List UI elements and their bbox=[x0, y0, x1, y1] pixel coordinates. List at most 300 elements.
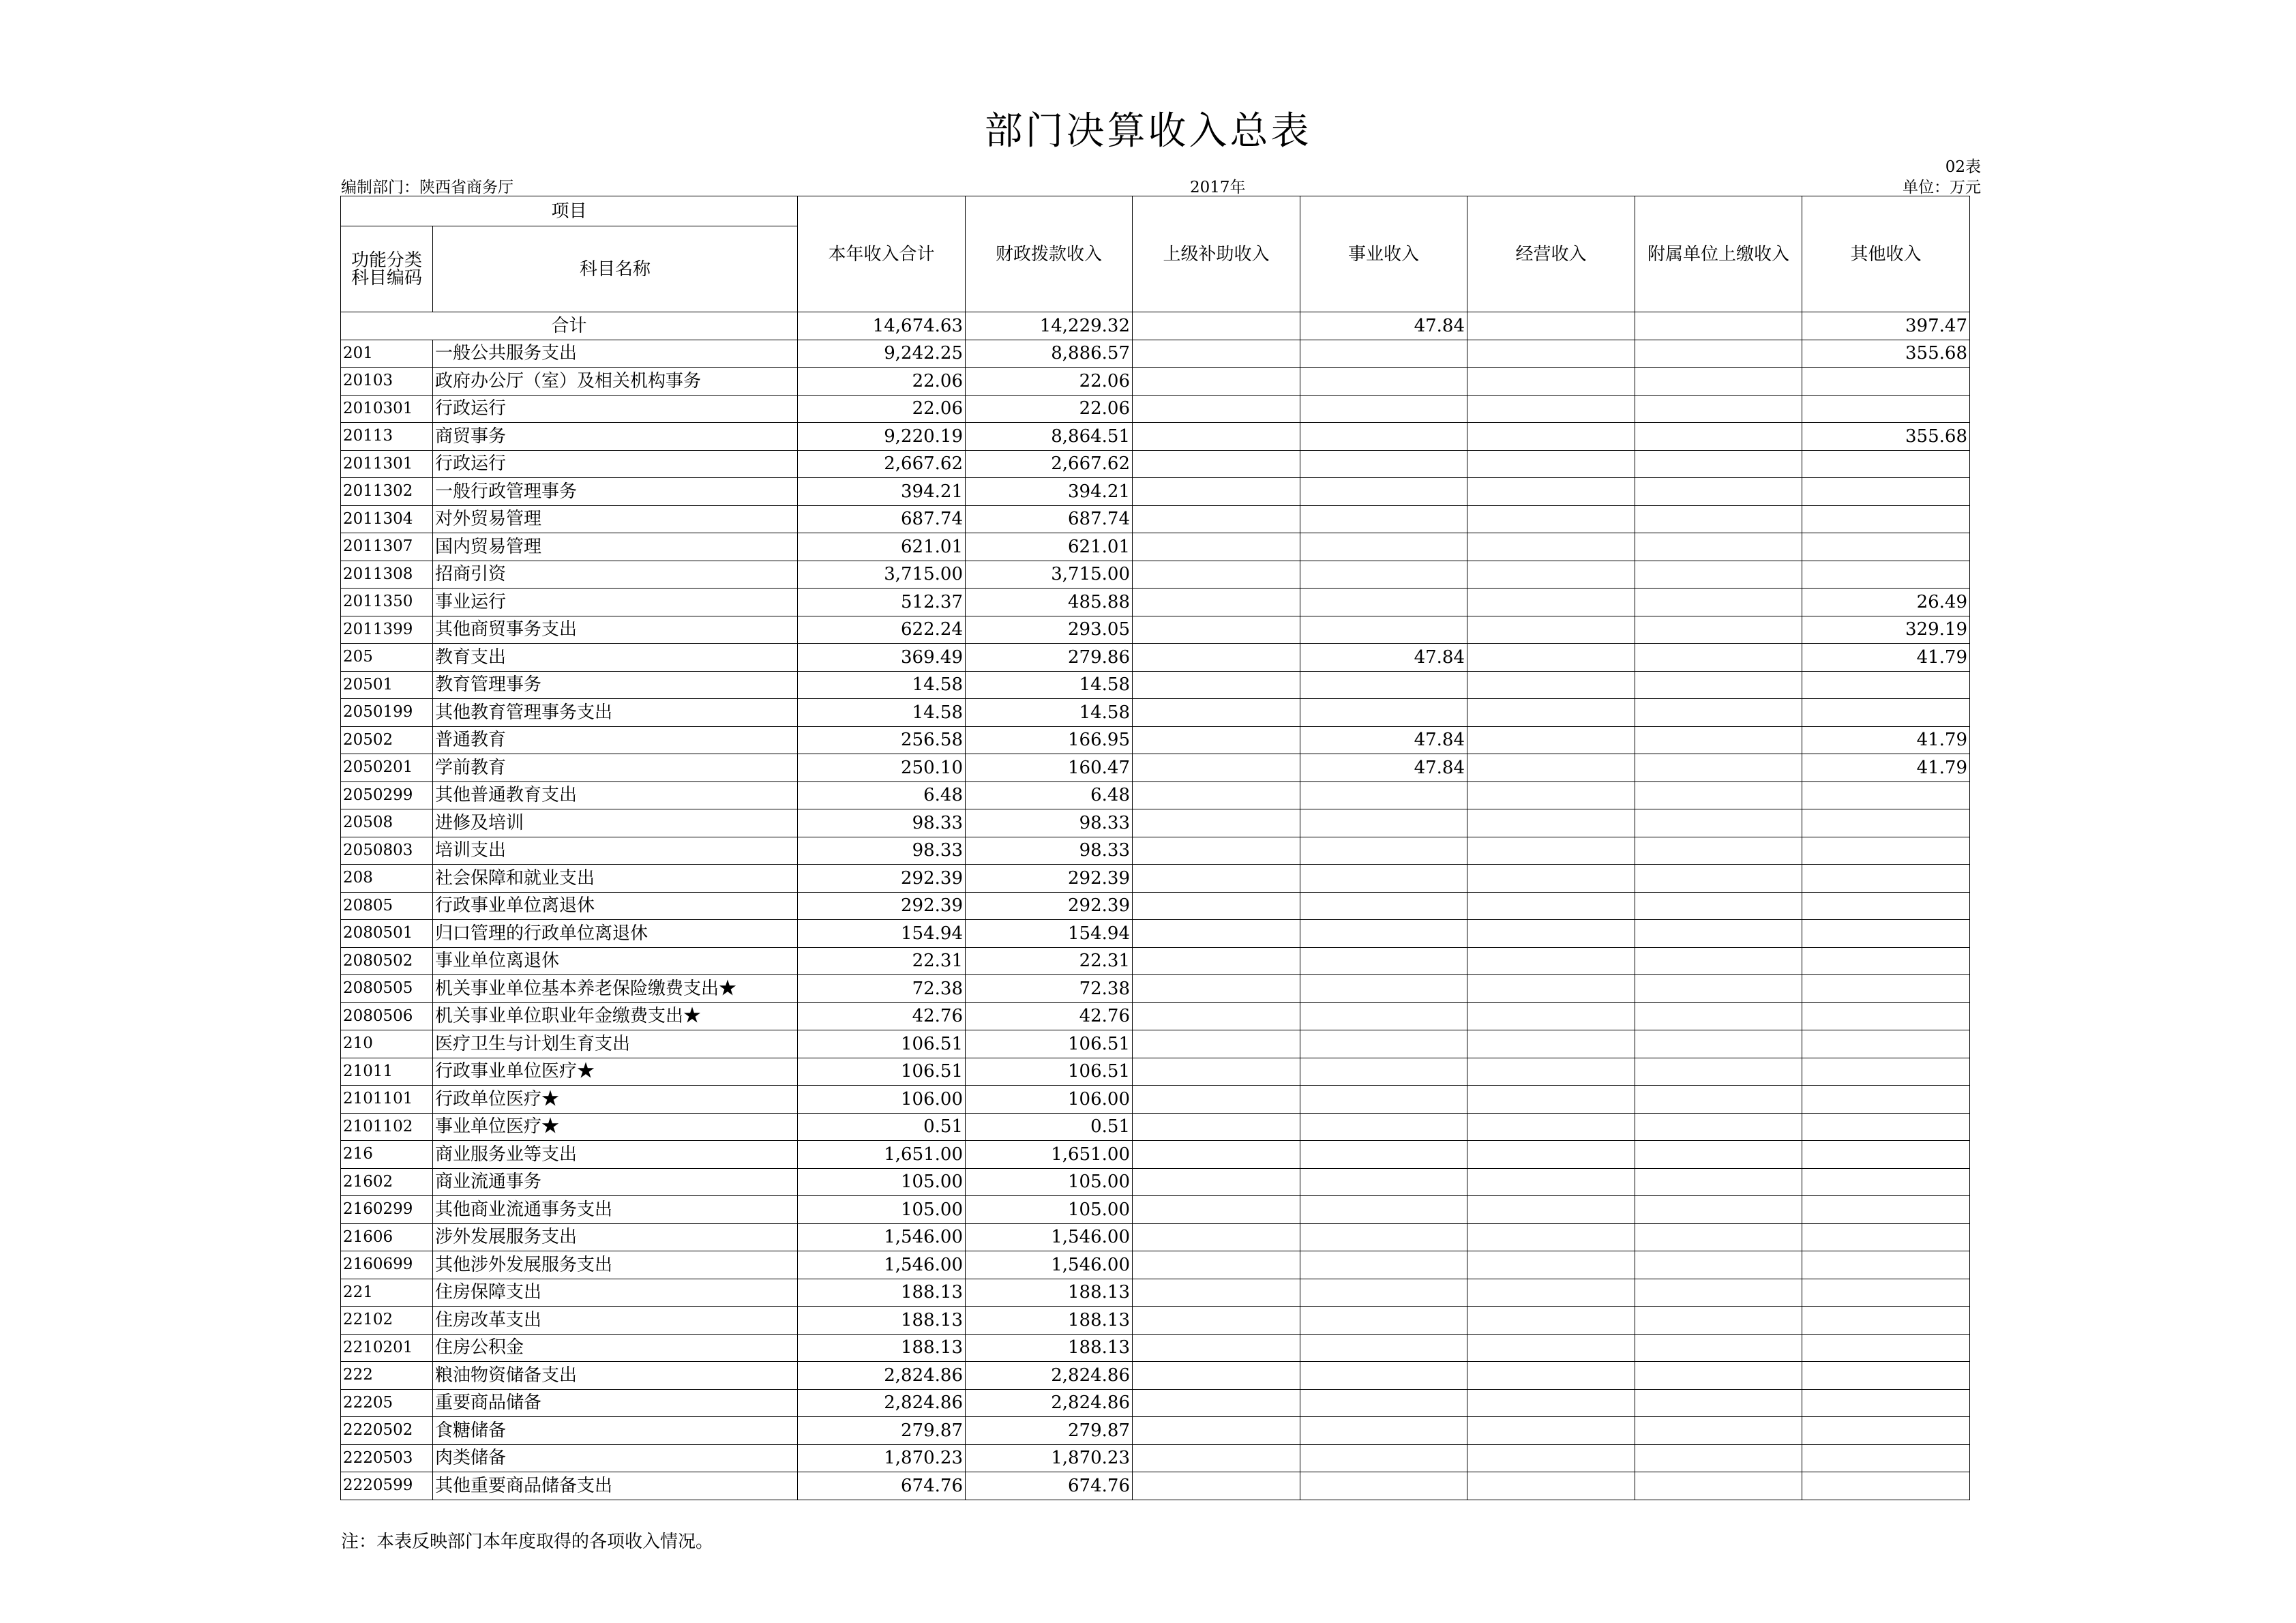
table-row bbox=[341, 975, 1970, 1003]
table-row bbox=[341, 1223, 1970, 1251]
affiliated-cell bbox=[1635, 1086, 1802, 1114]
code-cell: 21011 bbox=[341, 1058, 433, 1086]
superior-cell bbox=[1133, 1002, 1300, 1030]
report-title: 部门决算收入总表 bbox=[984, 109, 1312, 153]
affiliated-cell bbox=[1635, 726, 1802, 754]
superior-cell bbox=[1133, 837, 1300, 865]
code-cell: 20805 bbox=[341, 892, 433, 920]
business-cell bbox=[1300, 1058, 1467, 1086]
affiliated-cell bbox=[1635, 947, 1802, 975]
fiscal-cell: 14.58 bbox=[966, 671, 1133, 699]
code-cell: 2101101 bbox=[341, 1086, 433, 1114]
business-cell bbox=[1300, 561, 1467, 589]
affiliated-cell bbox=[1635, 423, 1802, 451]
operating-cell bbox=[1467, 1196, 1635, 1224]
table-row bbox=[341, 1002, 1970, 1030]
operating-cell bbox=[1467, 920, 1635, 948]
other-cell bbox=[1802, 920, 1970, 948]
operating-cell bbox=[1467, 505, 1635, 533]
subject-name-cell: 普通教育 bbox=[433, 726, 798, 754]
superior-cell bbox=[1133, 478, 1300, 506]
fiscal-cell: 3,715.00 bbox=[966, 561, 1133, 589]
other-cell bbox=[1802, 837, 1970, 865]
subject-name-cell: 住房保障支出 bbox=[433, 1279, 798, 1307]
table-row bbox=[341, 1196, 1970, 1224]
subject-name-cell: 其他商业流通事务支出 bbox=[433, 1196, 798, 1224]
superior-cell bbox=[1133, 699, 1300, 727]
operating-cell bbox=[1467, 1389, 1635, 1417]
code-cell: 221 bbox=[341, 1279, 433, 1307]
fiscal-cell: 98.33 bbox=[966, 809, 1133, 837]
business-cell bbox=[1300, 505, 1467, 533]
operating-cell bbox=[1467, 1251, 1635, 1279]
header-operating: 经营收入 bbox=[1467, 196, 1635, 312]
subject-name-cell: 培训支出 bbox=[433, 837, 798, 865]
other-cell bbox=[1802, 1196, 1970, 1224]
superior-cell bbox=[1133, 892, 1300, 920]
superior-cell bbox=[1133, 1141, 1300, 1169]
affiliated-cell bbox=[1635, 561, 1802, 589]
affiliated-cell bbox=[1635, 1030, 1802, 1058]
subject-name-cell: 住房改革支出 bbox=[433, 1307, 798, 1335]
total-cell: 188.13 bbox=[798, 1279, 966, 1307]
other-cell bbox=[1802, 1279, 1970, 1307]
other-cell bbox=[1802, 450, 1970, 478]
other-cell bbox=[1802, 865, 1970, 893]
affiliated-cell bbox=[1635, 450, 1802, 478]
code-cell: 2011304 bbox=[341, 505, 433, 533]
affiliated-cell bbox=[1635, 1058, 1802, 1086]
operating-cell bbox=[1467, 1113, 1635, 1141]
code-cell: 2011307 bbox=[341, 533, 433, 561]
subject-name-cell: 学前教育 bbox=[433, 754, 798, 782]
superior-cell bbox=[1133, 368, 1300, 396]
affiliated-cell bbox=[1635, 1223, 1802, 1251]
affiliated-cell bbox=[1635, 865, 1802, 893]
fiscal-cell: 6.48 bbox=[966, 781, 1133, 809]
business-cell bbox=[1300, 699, 1467, 727]
business-cell bbox=[1300, 671, 1467, 699]
other-cell bbox=[1802, 1058, 1970, 1086]
other-cell bbox=[1802, 1417, 1970, 1445]
other-cell: 41.79 bbox=[1802, 726, 1970, 754]
fiscal-cell: 14.58 bbox=[966, 699, 1133, 727]
affiliated-cell bbox=[1635, 644, 1802, 672]
operating-cell bbox=[1467, 340, 1635, 368]
affiliated-cell bbox=[1635, 754, 1802, 782]
affiliated-cell bbox=[1635, 505, 1802, 533]
affiliated-cell bbox=[1635, 340, 1802, 368]
affiliated-cell bbox=[1635, 920, 1802, 948]
fiscal-cell: 279.86 bbox=[966, 644, 1133, 672]
fiscal-cell: 2,667.62 bbox=[966, 450, 1133, 478]
other-cell bbox=[1802, 1168, 1970, 1196]
code-cell: 2080502 bbox=[341, 947, 433, 975]
other-cell bbox=[1802, 1086, 1970, 1114]
table-row bbox=[341, 368, 1970, 396]
affiliated-cell bbox=[1635, 1417, 1802, 1445]
subject-name-cell: 住房公积金 bbox=[433, 1334, 798, 1362]
code-cell: 2080501 bbox=[341, 920, 433, 948]
code-cell: 21602 bbox=[341, 1168, 433, 1196]
operating-cell bbox=[1467, 837, 1635, 865]
table-row bbox=[341, 809, 1970, 837]
affiliated-cell bbox=[1635, 671, 1802, 699]
operating-cell bbox=[1467, 1141, 1635, 1169]
affiliated-cell bbox=[1635, 616, 1802, 644]
other-cell bbox=[1802, 1472, 1970, 1500]
affiliated-cell bbox=[1635, 533, 1802, 561]
table-row bbox=[341, 1472, 1970, 1500]
other-cell bbox=[1802, 368, 1970, 396]
operating-cell bbox=[1467, 423, 1635, 451]
table-row bbox=[341, 1389, 1970, 1417]
other-cell: 26.49 bbox=[1802, 589, 1970, 616]
fiscal-cell: 279.87 bbox=[966, 1417, 1133, 1445]
operating-cell bbox=[1467, 450, 1635, 478]
superior-cell bbox=[1133, 644, 1300, 672]
total-cell: 622.24 bbox=[798, 616, 966, 644]
total-cell: 105.00 bbox=[798, 1168, 966, 1196]
table-row bbox=[341, 561, 1970, 589]
code-cell: 2011301 bbox=[341, 450, 433, 478]
table-row bbox=[341, 1444, 1970, 1472]
subject-name-cell: 事业单位医疗★ bbox=[433, 1113, 798, 1141]
code-cell: 2160299 bbox=[341, 1196, 433, 1224]
fiscal-cell: 674.76 bbox=[966, 1472, 1133, 1500]
superior-cell bbox=[1133, 340, 1300, 368]
subject-name-cell: 事业运行 bbox=[433, 589, 798, 616]
affiliated-cell bbox=[1635, 975, 1802, 1003]
other-cell bbox=[1802, 505, 1970, 533]
fiscal-cell: 160.47 bbox=[966, 754, 1133, 782]
subject-name-cell: 粮油物资储备支出 bbox=[433, 1362, 798, 1390]
superior-cell bbox=[1133, 1444, 1300, 1472]
total-cell: 188.13 bbox=[798, 1334, 966, 1362]
fiscal-cell: 98.33 bbox=[966, 837, 1133, 865]
table-row bbox=[341, 1279, 1970, 1307]
business-cell bbox=[1300, 616, 1467, 644]
affiliated-cell bbox=[1635, 395, 1802, 423]
code-cell: 2010301 bbox=[341, 395, 433, 423]
fiscal-cell: 1,870.23 bbox=[966, 1444, 1133, 1472]
business-cell bbox=[1300, 892, 1467, 920]
total-cell: 394.21 bbox=[798, 478, 966, 506]
subject-name-cell: 行政事业单位医疗★ bbox=[433, 1058, 798, 1086]
code-cell: 216 bbox=[341, 1141, 433, 1169]
superior-cell bbox=[1133, 1389, 1300, 1417]
table-row bbox=[341, 947, 1970, 975]
header-total: 本年收入合计 bbox=[798, 196, 966, 312]
business-cell bbox=[1300, 781, 1467, 809]
total-cell: 674.76 bbox=[798, 1472, 966, 1500]
table-row bbox=[341, 644, 1970, 672]
total-cell: 154.94 bbox=[798, 920, 966, 948]
report-year: 2017年 bbox=[1190, 179, 1246, 196]
table-row bbox=[341, 1141, 1970, 1169]
code-cell: 2080505 bbox=[341, 975, 433, 1003]
table-row bbox=[341, 1307, 1970, 1335]
superior-cell bbox=[1133, 947, 1300, 975]
business-cell bbox=[1300, 1307, 1467, 1335]
business-cell bbox=[1300, 1141, 1467, 1169]
subject-name-cell: 行政单位医疗★ bbox=[433, 1086, 798, 1114]
subject-name-cell: 行政运行 bbox=[433, 395, 798, 423]
total-cell: 14.58 bbox=[798, 699, 966, 727]
affiliated-cell bbox=[1635, 699, 1802, 727]
operating-cell bbox=[1467, 368, 1635, 396]
code-cell: 2011399 bbox=[341, 616, 433, 644]
superior-cell bbox=[1133, 1058, 1300, 1086]
code-cell: 20508 bbox=[341, 809, 433, 837]
code-cell: 2080506 bbox=[341, 1002, 433, 1030]
affiliated-cell bbox=[1635, 1334, 1802, 1362]
operating-cell bbox=[1467, 1223, 1635, 1251]
fiscal-cell: 106.00 bbox=[966, 1086, 1133, 1114]
business-cell: 47.84 bbox=[1300, 754, 1467, 782]
operating-cell bbox=[1467, 644, 1635, 672]
subject-name-cell: 其他普通教育支出 bbox=[433, 781, 798, 809]
code-cell: 2011350 bbox=[341, 589, 433, 616]
operating-cell bbox=[1467, 1168, 1635, 1196]
code-cell: 2050803 bbox=[341, 837, 433, 865]
subject-name-cell: 社会保障和就业支出 bbox=[433, 865, 798, 893]
affiliated-cell bbox=[1635, 1141, 1802, 1169]
header-affiliated: 附属单位上缴收入 bbox=[1635, 196, 1802, 312]
superior-cell bbox=[1133, 809, 1300, 837]
operating-cell bbox=[1467, 975, 1635, 1003]
fiscal-cell: 2,824.86 bbox=[966, 1362, 1133, 1390]
superior-cell bbox=[1133, 1279, 1300, 1307]
code-cell: 2220503 bbox=[341, 1444, 433, 1472]
other-cell bbox=[1802, 1002, 1970, 1030]
other-cell bbox=[1802, 1251, 1970, 1279]
operating-cell bbox=[1467, 809, 1635, 837]
superior-cell bbox=[1133, 505, 1300, 533]
total-cell: 369.49 bbox=[798, 644, 966, 672]
business-cell bbox=[1300, 1223, 1467, 1251]
total-cell: 292.39 bbox=[798, 892, 966, 920]
code-cell: 201 bbox=[341, 340, 433, 368]
code-cell: 210 bbox=[341, 1030, 433, 1058]
total-cell: 72.38 bbox=[798, 975, 966, 1003]
subject-name-cell: 其他涉外发展服务支出 bbox=[433, 1251, 798, 1279]
affiliated-cell bbox=[1635, 1251, 1802, 1279]
fiscal-cell: 22.06 bbox=[966, 368, 1133, 396]
table-row bbox=[341, 1362, 1970, 1390]
table-row bbox=[341, 837, 1970, 865]
total-cell: 9,220.19 bbox=[798, 423, 966, 451]
other-cell: 355.68 bbox=[1802, 423, 1970, 451]
total-cell: 256.58 bbox=[798, 726, 966, 754]
business-cell bbox=[1300, 809, 1467, 837]
table-row bbox=[341, 1086, 1970, 1114]
fiscal-cell: 1,651.00 bbox=[966, 1141, 1133, 1169]
business-cell bbox=[1300, 589, 1467, 616]
affiliated-cell bbox=[1635, 1168, 1802, 1196]
table-row bbox=[341, 423, 1970, 451]
other-cell bbox=[1802, 1030, 1970, 1058]
operating-cell bbox=[1467, 561, 1635, 589]
business-cell bbox=[1300, 975, 1467, 1003]
operating-cell bbox=[1467, 1362, 1635, 1390]
subject-name-cell: 肉类储备 bbox=[433, 1444, 798, 1472]
code-cell: 2011308 bbox=[341, 561, 433, 589]
other-cell bbox=[1802, 395, 1970, 423]
business-cell bbox=[1300, 450, 1467, 478]
business-cell: 47.84 bbox=[1300, 726, 1467, 754]
subject-name-cell: 其他商贸事务支出 bbox=[433, 616, 798, 644]
affiliated-cell bbox=[1635, 589, 1802, 616]
operating-cell bbox=[1467, 726, 1635, 754]
superior-cell bbox=[1133, 781, 1300, 809]
subject-name-cell: 商贸事务 bbox=[433, 423, 798, 451]
business-cell bbox=[1300, 865, 1467, 893]
business-cell bbox=[1300, 368, 1467, 396]
header-name: 科目名称 bbox=[433, 226, 798, 312]
total-cell: 621.01 bbox=[798, 533, 966, 561]
code-cell: 2050299 bbox=[341, 781, 433, 809]
fiscal-cell: 485.88 bbox=[966, 589, 1133, 616]
business-cell bbox=[1300, 1417, 1467, 1445]
total-cell: 22.31 bbox=[798, 947, 966, 975]
affiliated-cell bbox=[1635, 312, 1802, 340]
table-row bbox=[341, 1168, 1970, 1196]
superior-cell bbox=[1133, 561, 1300, 589]
affiliated-cell bbox=[1635, 1362, 1802, 1390]
income-summary-table bbox=[340, 196, 1970, 1500]
superior-cell bbox=[1133, 671, 1300, 699]
code-cell: 2050201 bbox=[341, 754, 433, 782]
subject-name-cell: 一般行政管理事务 bbox=[433, 478, 798, 506]
operating-cell bbox=[1467, 1058, 1635, 1086]
table-row bbox=[341, 920, 1970, 948]
total-cell: 42.76 bbox=[798, 1002, 966, 1030]
subject-name-cell: 教育管理事务 bbox=[433, 671, 798, 699]
table-row bbox=[341, 450, 1970, 478]
form-number: 02表 bbox=[1945, 158, 1981, 176]
unit-label: 单位：万元 bbox=[1903, 179, 1981, 196]
superior-cell bbox=[1133, 589, 1300, 616]
total-cell: 6.48 bbox=[798, 781, 966, 809]
fiscal-cell: 8,886.57 bbox=[966, 340, 1133, 368]
total-cell: 14,674.63 bbox=[798, 312, 966, 340]
other-cell bbox=[1802, 1113, 1970, 1141]
table-row bbox=[341, 865, 1970, 893]
subject-name-cell: 医疗卫生与计划生育支出 bbox=[433, 1030, 798, 1058]
department-label: 编制部门：陕西省商务厅 bbox=[341, 179, 513, 196]
total-cell: 106.00 bbox=[798, 1086, 966, 1114]
superior-cell bbox=[1133, 616, 1300, 644]
superior-cell bbox=[1133, 450, 1300, 478]
operating-cell bbox=[1467, 1417, 1635, 1445]
code-cell: 21606 bbox=[341, 1223, 433, 1251]
operating-cell bbox=[1467, 947, 1635, 975]
fiscal-cell: 14,229.32 bbox=[966, 312, 1133, 340]
table-row bbox=[341, 340, 1970, 368]
subject-name-cell: 机关事业单位基本养老保险缴费支出★ bbox=[433, 975, 798, 1003]
subject-name-cell: 涉外发展服务支出 bbox=[433, 1223, 798, 1251]
code-cell: 20501 bbox=[341, 671, 433, 699]
code-cell: 205 bbox=[341, 644, 433, 672]
affiliated-cell bbox=[1635, 1113, 1802, 1141]
superior-cell bbox=[1133, 1223, 1300, 1251]
table-row bbox=[341, 754, 1970, 782]
business-cell bbox=[1300, 1086, 1467, 1114]
total-cell: 22.06 bbox=[798, 368, 966, 396]
subject-name-cell: 其他教育管理事务支出 bbox=[433, 699, 798, 727]
subject-name-cell: 教育支出 bbox=[433, 644, 798, 672]
table-row bbox=[341, 533, 1970, 561]
total-cell: 687.74 bbox=[798, 505, 966, 533]
code-cell: 2210201 bbox=[341, 1334, 433, 1362]
total-cell: 0.51 bbox=[798, 1113, 966, 1141]
fiscal-cell: 72.38 bbox=[966, 975, 1133, 1003]
table-row bbox=[341, 589, 1970, 616]
table-row bbox=[341, 1251, 1970, 1279]
subject-name-cell: 归口管理的行政单位离退休 bbox=[433, 920, 798, 948]
other-cell bbox=[1802, 947, 1970, 975]
total-cell: 106.51 bbox=[798, 1030, 966, 1058]
operating-cell bbox=[1467, 1472, 1635, 1500]
code-cell: 22102 bbox=[341, 1307, 433, 1335]
table-row bbox=[341, 505, 1970, 533]
business-cell bbox=[1300, 1002, 1467, 1030]
superior-cell bbox=[1133, 533, 1300, 561]
operating-cell bbox=[1467, 1444, 1635, 1472]
header-code: 功能分类科目编码 bbox=[341, 226, 433, 312]
fiscal-cell: 0.51 bbox=[966, 1113, 1133, 1141]
superior-cell bbox=[1133, 865, 1300, 893]
fiscal-cell: 1,546.00 bbox=[966, 1223, 1133, 1251]
affiliated-cell bbox=[1635, 1279, 1802, 1307]
other-cell bbox=[1802, 892, 1970, 920]
operating-cell bbox=[1467, 1334, 1635, 1362]
affiliated-cell bbox=[1635, 1389, 1802, 1417]
business-cell bbox=[1300, 340, 1467, 368]
other-cell: 41.79 bbox=[1802, 754, 1970, 782]
fiscal-cell: 8,864.51 bbox=[966, 423, 1133, 451]
code-cell: 20103 bbox=[341, 368, 433, 396]
operating-cell bbox=[1467, 754, 1635, 782]
business-cell bbox=[1300, 1168, 1467, 1196]
operating-cell bbox=[1467, 533, 1635, 561]
operating-cell bbox=[1467, 1002, 1635, 1030]
table-row bbox=[341, 1113, 1970, 1141]
code-cell: 2050199 bbox=[341, 699, 433, 727]
operating-cell bbox=[1467, 478, 1635, 506]
total-cell: 98.33 bbox=[798, 837, 966, 865]
table-row bbox=[341, 671, 1970, 699]
operating-cell bbox=[1467, 589, 1635, 616]
subject-name-cell: 进修及培训 bbox=[433, 809, 798, 837]
operating-cell bbox=[1467, 1307, 1635, 1335]
superior-cell bbox=[1133, 975, 1300, 1003]
subject-name-cell: 政府办公厅（室）及相关机构事务 bbox=[433, 368, 798, 396]
superior-cell bbox=[1133, 1113, 1300, 1141]
total-cell: 105.00 bbox=[798, 1196, 966, 1224]
subject-name-cell: 招商引资 bbox=[433, 561, 798, 589]
superior-cell bbox=[1133, 754, 1300, 782]
superior-cell bbox=[1133, 1168, 1300, 1196]
total-cell: 1,546.00 bbox=[798, 1251, 966, 1279]
fiscal-cell: 106.51 bbox=[966, 1030, 1133, 1058]
fiscal-cell: 621.01 bbox=[966, 533, 1133, 561]
code-cell: 20113 bbox=[341, 423, 433, 451]
total-row bbox=[341, 312, 1970, 340]
total-cell: 292.39 bbox=[798, 865, 966, 893]
superior-cell bbox=[1133, 1362, 1300, 1390]
